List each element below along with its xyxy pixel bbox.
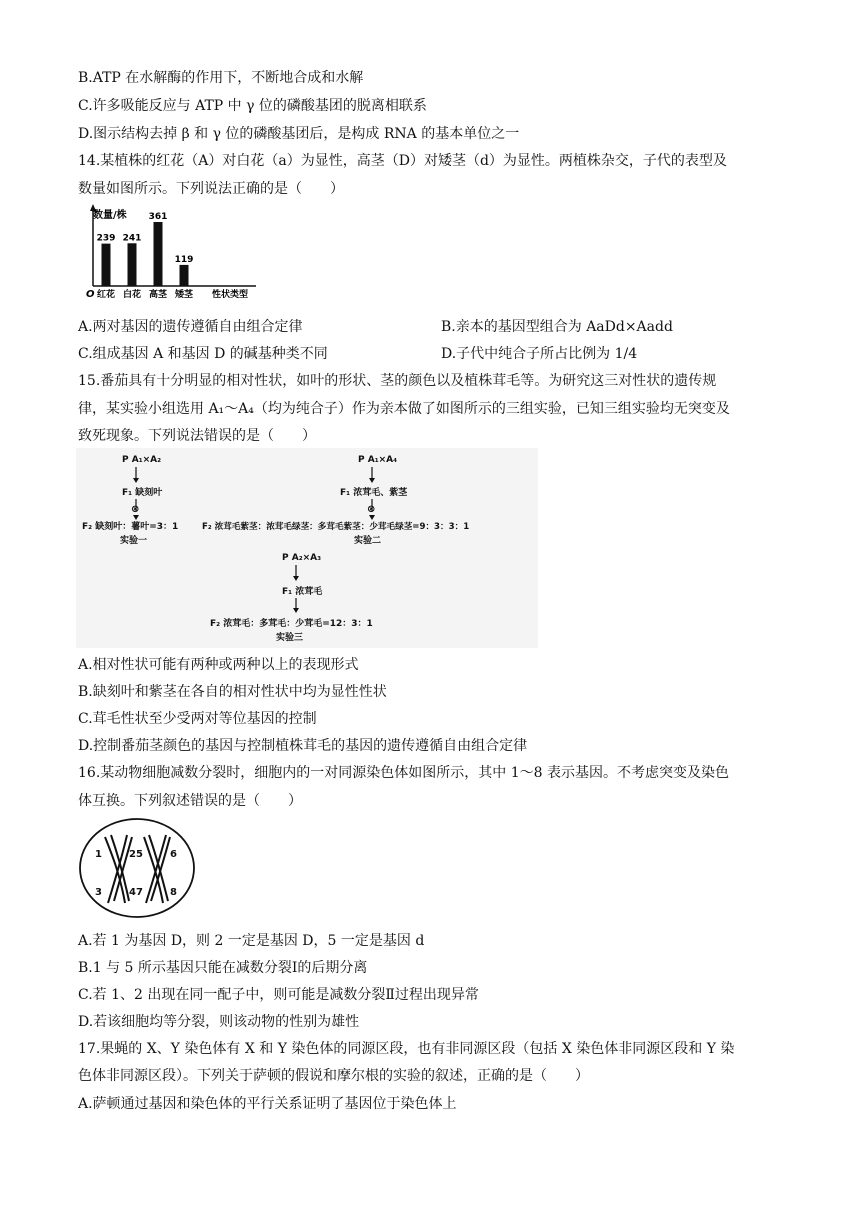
exp3-name: 实验三 bbox=[276, 633, 304, 643]
gene-label-7: 7 bbox=[136, 887, 143, 898]
q15-stem-line1: 15.番茄具有十分明显的相对性状，如叶的形状、茎的颜色以及植株茸毛等。为研究这三对性状的遗传规 bbox=[78, 373, 717, 389]
chromosome-svg bbox=[78, 817, 196, 919]
category-label: 矮茎 bbox=[174, 290, 194, 300]
y-axis-label: 数量/株 bbox=[93, 210, 127, 221]
x-axis-label: 性状类型 bbox=[212, 290, 249, 300]
q15-option-d: D.控制番茄茎颜色的基因与控制植株茸毛的基因的遗传遵循自由组合定律 bbox=[78, 738, 528, 754]
exp1-self-symbol: ⊗ bbox=[131, 504, 140, 515]
bar-白花 bbox=[128, 243, 137, 286]
q17-stem-line1: 17.果蝇的 X、Y 染色体有 X 和 Y 染色体的同源区段，也有非同源区段（包括 X 染色体非同源区段和 Y 染 bbox=[78, 1041, 735, 1057]
exp1-f2: F₂ 缺刻叶：薯叶=3：1 bbox=[82, 522, 179, 532]
gene-label-1: 1 bbox=[95, 849, 102, 860]
exp1-parents: P A₁×A₂ bbox=[122, 455, 162, 465]
q15-option-a: A.相对性状可能有两种或两种以上的表现形式 bbox=[78, 657, 359, 673]
q13-option-b: B.ATP 在水解酶的作用下，不断地合成和水解 bbox=[78, 70, 364, 86]
q13-option-d: D.图示结构去掉 β 和 γ 位的磷酸基团后，是构成 RNA 的基本单位之一 bbox=[78, 126, 520, 142]
bar-value-label: 241 bbox=[122, 233, 142, 244]
q16-option-d: D.若该细胞均等分裂，则该动物的性别为雄性 bbox=[78, 1014, 360, 1030]
gene-label-3: 3 bbox=[95, 887, 102, 898]
cell-outline bbox=[80, 819, 194, 917]
exp3-f1: F₁ 浓茸毛 bbox=[282, 587, 323, 597]
q14-option-d: D.子代中纯合子所占比例为 1/4 bbox=[441, 346, 638, 362]
category-label: 白花 bbox=[122, 290, 142, 300]
bar-value-label: 361 bbox=[148, 212, 168, 222]
gene-label-2: 2 bbox=[129, 849, 136, 860]
diagram-background bbox=[76, 448, 538, 648]
exp2-name: 实验二 bbox=[354, 536, 382, 546]
q14-option-a: A.两对基因的遗传遵循自由组合定律 bbox=[78, 319, 303, 335]
q13-option-c: C.许多吸能反应与 ATP 中 γ 位的磷酸基团的脱离相联系 bbox=[78, 98, 427, 114]
q16-option-b: B.1 与 5 所示基因只能在减数分裂Ⅰ的后期分离 bbox=[78, 960, 368, 976]
q17-option-a: A.萨顿通过基因和染色体的平行关系证明了基因位于染色体上 bbox=[78, 1096, 457, 1112]
category-label: 红花 bbox=[96, 290, 116, 300]
gene-label-6: 6 bbox=[170, 849, 177, 860]
gene-label-5: 5 bbox=[136, 849, 143, 860]
bar-红花 bbox=[102, 244, 111, 286]
exp2-self-symbol: ⊗ bbox=[367, 504, 376, 515]
bar-value-label: 239 bbox=[96, 233, 116, 244]
exp2-f1: F₁ 浓茸毛、紫茎 bbox=[340, 488, 408, 498]
exp3-parents: P A₂×A₃ bbox=[282, 553, 322, 563]
exp2-f2: F₂ 浓茸毛紫茎：浓茸毛绿茎：多茸毛紫茎：少茸毛绿茎=9：3：3：1 bbox=[202, 522, 470, 532]
gene-label-8: 8 bbox=[170, 887, 177, 898]
q16-option-c: C.若 1、2 出现在同一配子中，则可能是减数分裂Ⅱ过程出现异常 bbox=[78, 987, 479, 1003]
q14-bar-chart bbox=[76, 200, 266, 309]
q17-stem-line2: 色体非同源区段）。下列关于萨顿的假说和摩尔根的实验的叙述，正确的是（ ） bbox=[78, 1068, 589, 1084]
bar-矮茎 bbox=[180, 265, 189, 286]
q16-stem-line2: 体互换。下列叙述错误的是（ ） bbox=[78, 793, 302, 809]
exp3-f2: F₂ 浓茸毛：多茸毛：少茸毛=12：3：1 bbox=[210, 619, 373, 629]
q14-stem-line2: 数量如图所示。下列说法正确的是（ ） bbox=[78, 181, 344, 197]
q15-option-c: C.茸毛性状至少受两对等位基因的控制 bbox=[78, 711, 317, 727]
gene-label-4: 4 bbox=[129, 887, 136, 898]
q16-stem-line1: 16.某动物细胞减数分裂时，细胞内的一对同源染色体如图所示，其中 1～8 表示基因。不考虑突变及染色 bbox=[78, 765, 729, 781]
q16-option-a: A.若 1 为基因 D，则 2 一定是基因 D，5 一定是基因 d bbox=[78, 933, 425, 949]
q16-chromosome-figure bbox=[78, 817, 196, 923]
bar-chart-svg bbox=[76, 200, 266, 305]
q14-option-c: C.组成基因 A 和基因 D 的碱基种类不同 bbox=[78, 346, 328, 362]
exp1-f1: F₁ 缺刻叶 bbox=[122, 488, 163, 498]
bar-value-label: 119 bbox=[174, 254, 194, 265]
category-label: 高茎 bbox=[148, 290, 168, 300]
cross-diagram-svg bbox=[76, 448, 538, 648]
q14-option-b: B.亲本的基因型组合为 AaDd×Aadd bbox=[441, 319, 673, 335]
chart-origin: O bbox=[86, 289, 95, 300]
q15-stem-line2: 律，某实验小组选用 A₁～A₄（均为纯合子）作为亲本做了如图所示的三组实验，已知三组实验均无突变及 bbox=[78, 401, 730, 417]
exp2-parents: P A₁×A₄ bbox=[358, 455, 398, 465]
exp1-name: 实验一 bbox=[120, 536, 148, 546]
q15-cross-diagram bbox=[76, 448, 538, 652]
q15-stem-line3: 致死现象。下列说法错误的是（ ） bbox=[78, 428, 316, 444]
q15-option-b: B.缺刻叶和紫茎在各自的相对性状中均为显性性状 bbox=[78, 684, 387, 700]
bar-高茎 bbox=[154, 222, 163, 286]
q14-stem-line1: 14.某植株的红花（A）对白花（a）为显性，高茎（D）对矮茎（d）为显性。两植株杂交，子代的表型及 bbox=[78, 153, 727, 169]
